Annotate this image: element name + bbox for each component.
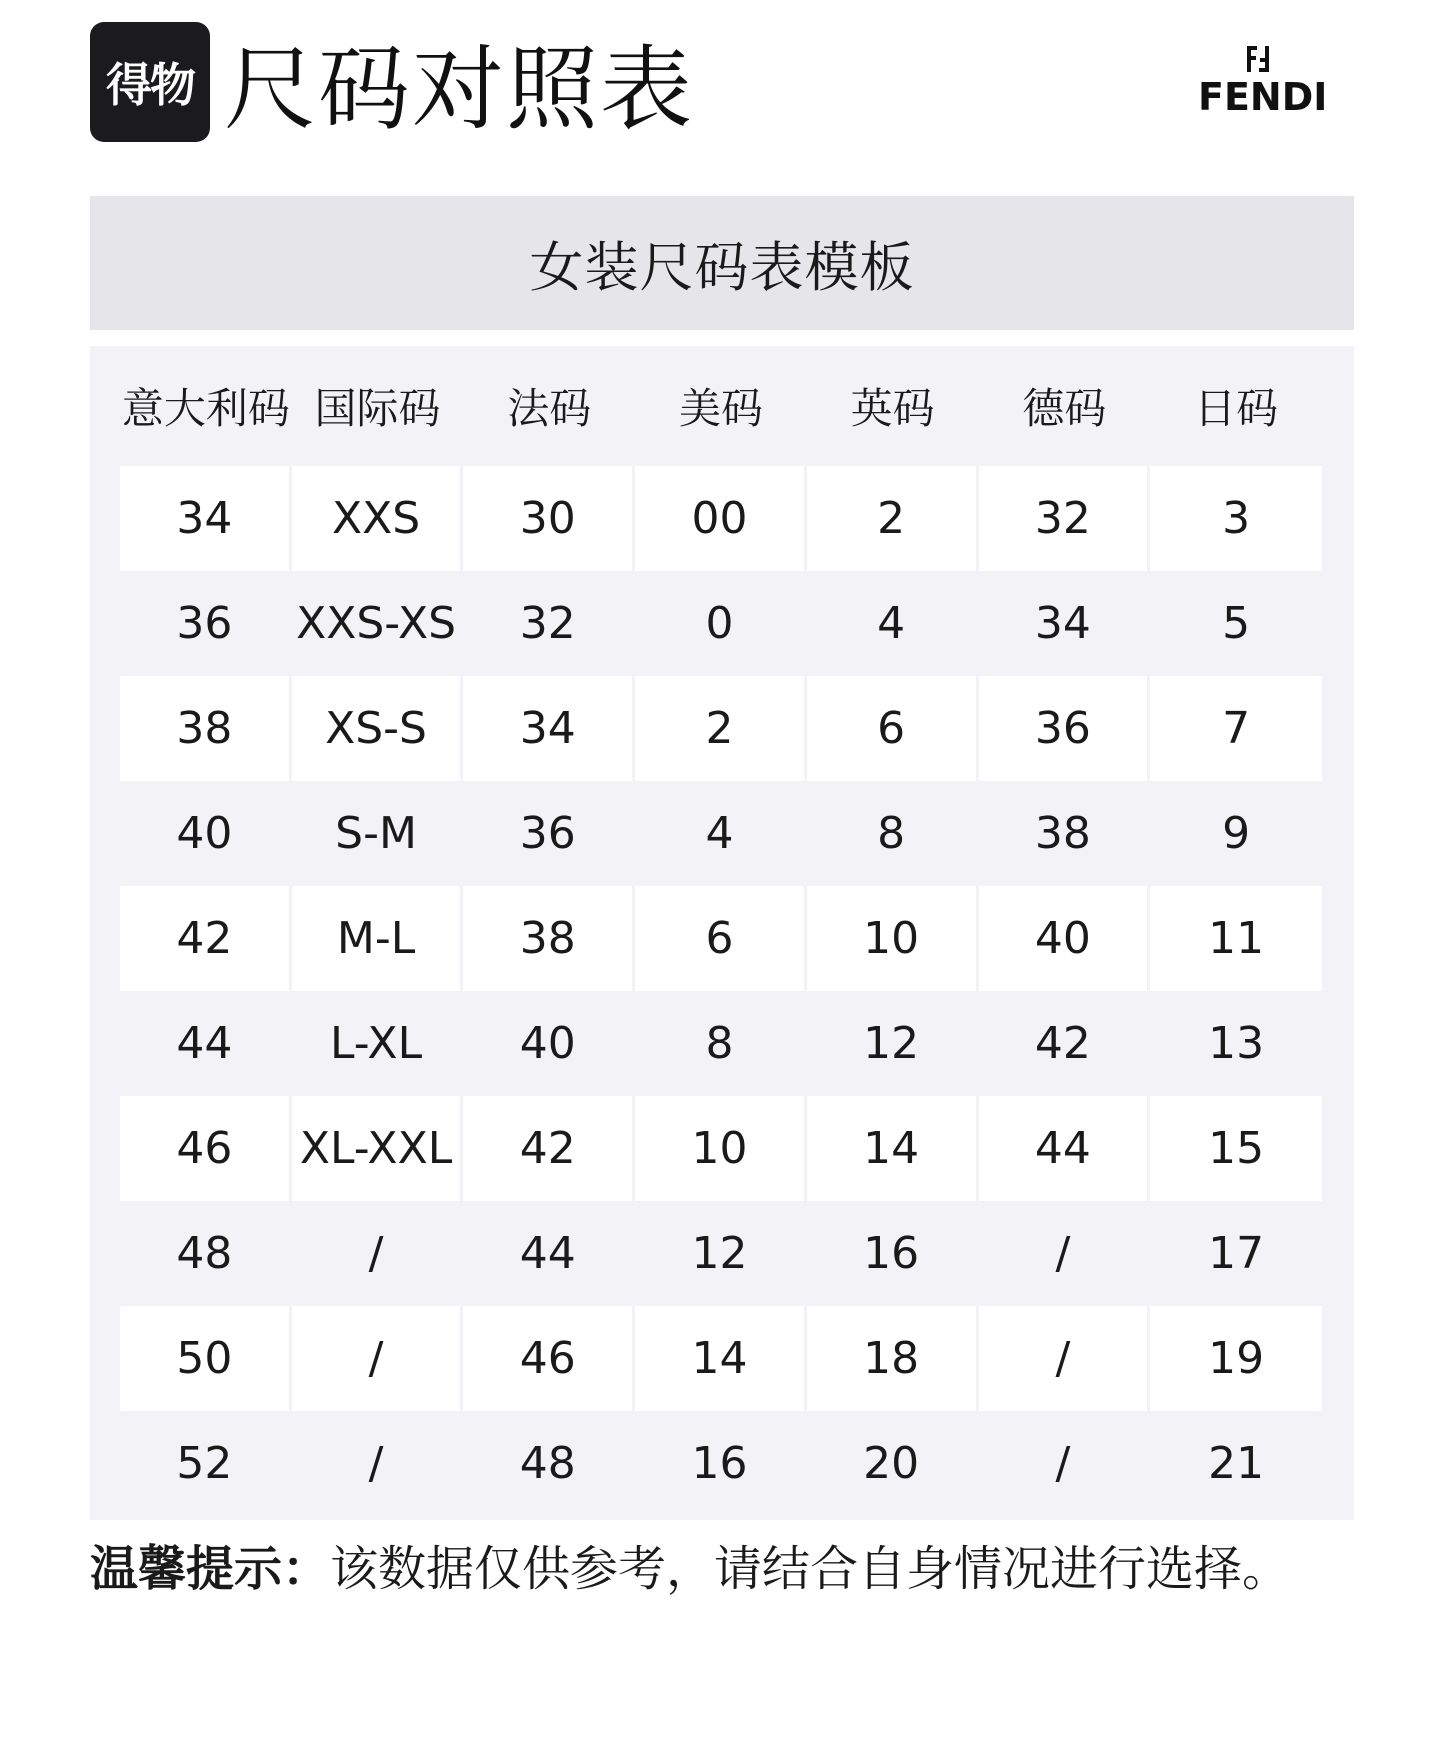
table-cell: 15 <box>1150 1096 1322 1201</box>
table-cell: 8 <box>877 808 906 859</box>
table-cell: 42 <box>1034 1018 1091 1069</box>
table-cell: 46 <box>120 1096 292 1201</box>
table-cell: 11 <box>1150 886 1322 991</box>
table-cell: 18 <box>807 1306 979 1411</box>
table-cell: 0 <box>705 598 734 649</box>
table-cell: 42 <box>463 1096 635 1201</box>
table-row <box>120 781 1322 886</box>
table-cell: 34 <box>120 466 292 571</box>
table-cell: XS-S <box>292 676 464 781</box>
table-row <box>120 886 1322 991</box>
table-row <box>120 676 1322 781</box>
table-cell: / <box>368 1228 384 1279</box>
table-row <box>120 1096 1322 1201</box>
table-cell: 6 <box>807 676 979 781</box>
size-table-panel <box>90 346 1354 1520</box>
table-cell: 36 <box>519 808 576 859</box>
table-cell: 2 <box>807 466 979 571</box>
table-cell: / <box>368 1438 384 1489</box>
table-cell: 3 <box>1150 466 1322 571</box>
table-row <box>120 1411 1322 1516</box>
table-cell: 34 <box>1034 598 1091 649</box>
table-cell: XL-XXL <box>292 1096 464 1201</box>
brand-name: FENDI <box>1198 75 1328 119</box>
table-cell: 14 <box>807 1096 979 1201</box>
table-cell: 4 <box>705 808 734 859</box>
table-cell: 16 <box>863 1228 920 1279</box>
table-cell: 52 <box>176 1438 233 1489</box>
table-cell: 2 <box>635 676 807 781</box>
app-logo-text: 得物 <box>106 58 194 112</box>
column-header: 法码 <box>507 384 592 433</box>
table-cell: 20 <box>863 1438 920 1489</box>
table-row <box>120 571 1322 676</box>
table-cell: XXS-XS <box>296 598 457 649</box>
table-cell: L-XL <box>330 1018 423 1069</box>
table-cell: / <box>292 1306 464 1411</box>
table-cell: M-L <box>292 886 464 991</box>
table-cell: 42 <box>120 886 292 991</box>
table-cell: 16 <box>691 1438 748 1489</box>
table-cell: 10 <box>635 1096 807 1201</box>
table-cell: 19 <box>1150 1306 1322 1411</box>
column-header: 日码 <box>1194 384 1279 433</box>
table-cell: 48 <box>519 1438 576 1489</box>
table-cell: 30 <box>463 466 635 571</box>
table-cell: 8 <box>705 1018 734 1069</box>
table-cell: 40 <box>979 886 1151 991</box>
column-header: 英码 <box>850 384 935 433</box>
table-row <box>120 1306 1322 1411</box>
table-cell: 13 <box>1208 1018 1265 1069</box>
table-cell: 7 <box>1150 676 1322 781</box>
table-cell: 9 <box>1222 808 1251 859</box>
footnote <box>90 1534 1290 1604</box>
table-cell: S-M <box>335 808 417 859</box>
table-cell: 4 <box>877 598 906 649</box>
column-header: 美码 <box>678 384 763 433</box>
table-cell: 5 <box>1222 598 1251 649</box>
table-cell: 21 <box>1208 1438 1265 1489</box>
table-cell: 6 <box>635 886 807 991</box>
column-header: 德码 <box>1022 384 1107 433</box>
table-cell: 10 <box>807 886 979 991</box>
table-row <box>120 466 1322 571</box>
table-title: 女装尺码表模板 <box>529 235 915 299</box>
table-cell: 44 <box>176 1018 233 1069</box>
table-cell: 48 <box>176 1228 233 1279</box>
table-cell: / <box>1055 1438 1071 1489</box>
header <box>90 22 1354 152</box>
column-header: 意大利码 <box>121 384 290 433</box>
fendi-ff-icon <box>1244 44 1272 74</box>
table-cell: 46 <box>463 1306 635 1411</box>
app-logo <box>90 22 210 142</box>
table-row <box>120 1201 1322 1306</box>
table-cell: 32 <box>979 466 1151 571</box>
column-header: 国际码 <box>314 384 441 433</box>
table-cell: 17 <box>1208 1228 1265 1279</box>
footnote-text: 该数据仅供参考，请结合自身情况进行选择。 <box>330 1541 1291 1597</box>
table-cell: 40 <box>176 808 233 859</box>
table-cell: 36 <box>979 676 1151 781</box>
table-header-row <box>120 346 1322 466</box>
table-cell: 38 <box>463 886 635 991</box>
table-cell: 12 <box>863 1018 920 1069</box>
table-cell: / <box>979 1306 1151 1411</box>
table-cell: 38 <box>120 676 292 781</box>
table-cell: / <box>1055 1228 1071 1279</box>
table-cell: 12 <box>691 1228 748 1279</box>
table-title-band <box>90 196 1354 330</box>
table-cell: 00 <box>635 466 807 571</box>
table-cell: 36 <box>176 598 233 649</box>
table-row <box>120 991 1322 1096</box>
table-cell: 14 <box>635 1306 807 1411</box>
table-cell: 38 <box>1034 808 1091 859</box>
table-cell: 50 <box>120 1306 292 1411</box>
page-title: 尺码对照表 <box>224 36 695 143</box>
footnote-label: 温馨提示： <box>90 1541 331 1597</box>
table-cell: 44 <box>979 1096 1151 1201</box>
table-cell: 32 <box>519 598 576 649</box>
table-cell: 40 <box>519 1018 576 1069</box>
table-cell: 34 <box>463 676 635 781</box>
table-cell: XXS <box>292 466 464 571</box>
table-cell: 44 <box>519 1228 576 1279</box>
brand-logo <box>1198 44 1328 119</box>
size-table <box>120 346 1322 1516</box>
